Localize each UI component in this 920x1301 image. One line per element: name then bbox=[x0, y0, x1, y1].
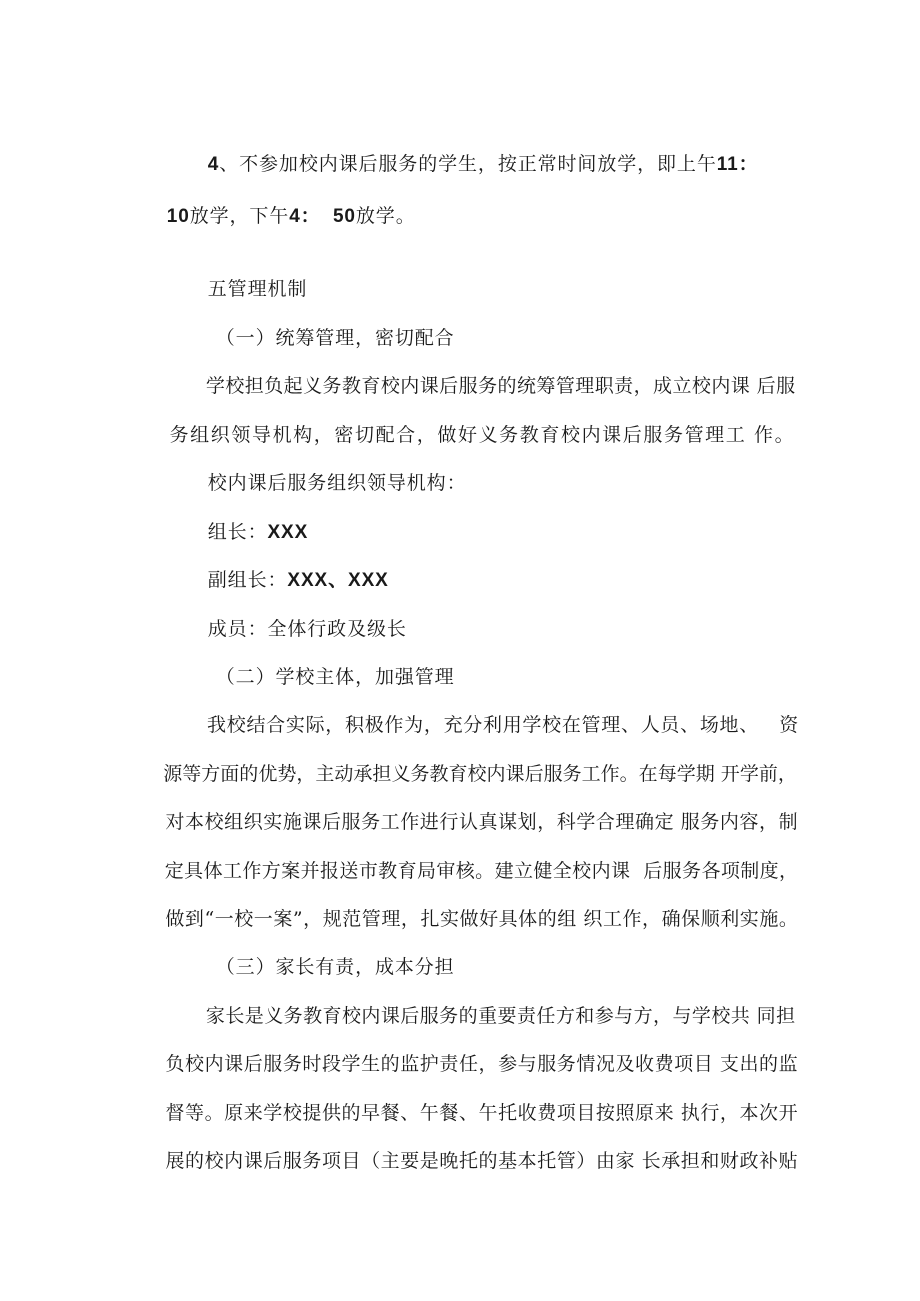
text-span: 务组织领导机构，密切配合，做好义务教育校内课后服务管理工 作。 bbox=[169, 424, 796, 446]
text-span: 10 bbox=[166, 206, 190, 227]
text-span: 定具体工作方案并报送市教育局审核。建立健全校内课 后服务各项制度， bbox=[164, 860, 799, 882]
text-span: 成员：全体行政及级长 bbox=[207, 618, 407, 640]
text-span: 11： bbox=[716, 154, 759, 175]
text-span: （三）家长有责，成本分担 bbox=[215, 956, 455, 978]
text-span: 源等方面的优势，主动承担义务教育校内课后服务工作。在每学期 开学前， bbox=[163, 763, 797, 785]
text-span: 负校内课后服务时段学生的监护责任，参与服务情况及收费项目 支出的监 bbox=[165, 1053, 799, 1075]
text-span: XXX bbox=[267, 522, 309, 543]
text-span: 组长： bbox=[207, 521, 268, 543]
text-span: 副组长： bbox=[207, 569, 288, 591]
text-span: 放学，下午 bbox=[189, 205, 290, 227]
text-span: 对本校组织实施课后服务工作进行认真谋划，科学合理确定 服务内容，制 bbox=[165, 811, 799, 833]
text-span: （一）统筹管理，密切配合 bbox=[215, 327, 455, 349]
text-span: 、不参加校内课后服务的学生，按正常时间放学，即上午 bbox=[219, 153, 717, 175]
text-span: 做到“一校一案”，规范管理，扎实做好具体的组 织工作，确保顺利实施。 bbox=[165, 908, 799, 930]
text-line-2 bbox=[139, 180, 416, 253]
text-span: XXX、XXX bbox=[287, 570, 389, 591]
text-span: 督等。原来学校提供的早餐、午餐、午托收费项目按照原来 执行，本次开 bbox=[165, 1102, 799, 1124]
text-span: 4： 50 bbox=[289, 206, 356, 227]
text-span: 展的校内课后服务项目（主要是晚托的基本托管）由家 长承担和财政补贴 bbox=[165, 1150, 799, 1172]
text-span: （二）学校主体，加强管理 bbox=[215, 666, 455, 688]
text-span: 五管理机制 bbox=[207, 278, 308, 300]
text-span: 我校结合实际，积极作为，充分利用学校在管理、人员、场地、 资 bbox=[207, 714, 799, 736]
text-span: 放学。 bbox=[355, 205, 416, 227]
text-span: 家长是义务教育校内课后服务的重要责任方和参与方，与学校共 同担 bbox=[205, 1005, 796, 1027]
text-span: 学校担负起义务教育校内课后服务的统筹管理职责，成立校内课 后服 bbox=[205, 375, 796, 397]
text-span: 校内课后服务组织领导机构： bbox=[207, 472, 467, 494]
text-line-21 bbox=[139, 1125, 798, 1197]
text-span: 4 bbox=[207, 154, 220, 175]
